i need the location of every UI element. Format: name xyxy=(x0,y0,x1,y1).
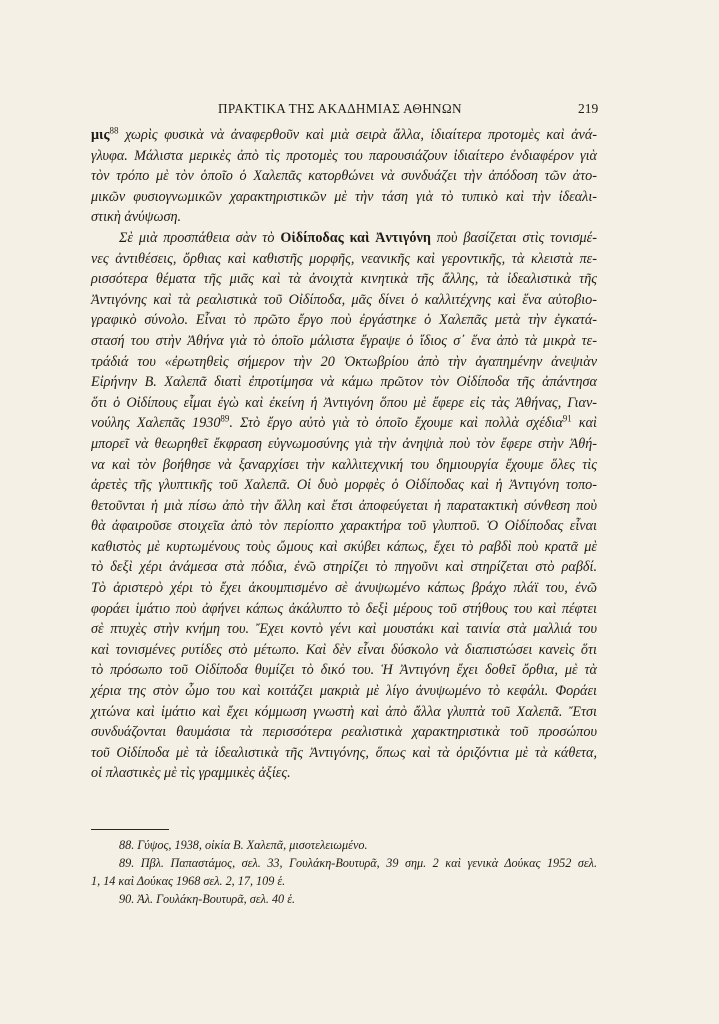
text-span: Σὲ μιὰ προσπάθεια σὰν τὸ xyxy=(119,229,281,246)
text-line xyxy=(91,228,597,249)
paragraph-1 xyxy=(91,125,597,228)
footnote-ref-91[interactable]: 91 xyxy=(562,413,572,424)
bold-title-text: Οἰδίποδας καὶ Ἀντιγόνη xyxy=(280,229,431,246)
footnote-88: 88. Γύψος, 1938, οἰκία Β. Χαλεπᾶ, μισοτελειωμένο. xyxy=(119,838,368,852)
text-line: θὰ ἀφαιροῦσε στοιχεῖα ἀπὸ τὸν περίοπτο χαρακτήρα τοῦ γλυπτοῦ. Ὁ Οἰδίποδας εἶναι xyxy=(91,518,597,535)
text-line: τὸ δεξὶ χέρι ἀνάμεσα στὰ πόδια, ἐνῶ στηρίζει τὸ πηγοῦνι καὶ στηρίζεται στὸ ραβδί. xyxy=(91,559,597,576)
footnote-89: 89. Πβλ. Παπαστάμος, σελ. 33, Γουλάκη-Βουτυρᾶ, 39 σημ. 2 καὶ γενικὰ Δούκας 1952 σελ. xyxy=(119,856,597,870)
footnote-89-continued: 1, 14 καὶ Δούκας 1968 σελ. 2, 17, 109 ἑ. xyxy=(91,874,286,888)
text-line: καθιστὸς μὲ κυρτωμένους τοὺς ὤμους καὶ σκύβει κάπως, ἔχει τὸ ραβδὶ ποὺ κρατᾶ μὲ xyxy=(91,538,597,555)
text-line xyxy=(91,413,597,434)
text-line: τράδιά του «ἐρωτηθεὶς σήμερον τὴν 20 Ὀκτωβρίου ἀπὸ τὴν ἀγαπημένην ἀνεψιὰν xyxy=(91,353,597,370)
text-span: καὶ xyxy=(571,415,597,432)
text-line: χέρια της στὸν ὦμο του καὶ κοιτάζει μακριὰ μὲ λίγο ἀνυψωμένο τὸ κεφάλι. Φοράει xyxy=(91,683,597,700)
footnotes xyxy=(91,836,597,908)
text-line: στασή του στὴν Ἀθήνα γιὰ τὸ ὁποῖο μάλιστα ἔγραψε ὁ ἴδιος σ᾿ ἕνα ἀπὸ τὰ μικρὰ τε- xyxy=(91,332,597,349)
text-line: ρισσότερα θέματα τῆς μιᾶς καὶ τὰ ἀνοιχτὰ κινητικὰ τῆς ἄλλης, τὰ ἰδεαλιστικὰ τῆς xyxy=(91,271,597,288)
text-line: Τὸ ἀριστερὸ χέρι τὸ ἔχει ἀκουμπισμένο σὲ ἀνυψωμένο κάπως βράχο πλάϊ του, ἐνῶ xyxy=(91,580,597,597)
text-line: καὶ τονισμένες ρυτίδες στὸ μέτωπο. Καὶ δὲν εἶναι δύσκολο νὰ διαπιστώσει κανεὶς ὅτι xyxy=(91,641,597,658)
text-line: τὸ πρόσωπο τοῦ Οἰδίποδα θυμίζει τὸ δικό του. Ἡ Ἀντιγόνη ἔχει δοθεῖ ὄρθια, μὲ τὰ xyxy=(91,662,597,679)
text-line: θετοῦνται ἡ μιὰ πίσω ἀπὸ τὴν ἄλλη καὶ ἔτσι ἀποφεύγεται ἡ παρατακτικὴ σύνθεση ποὺ xyxy=(91,497,597,514)
paragraph-2 xyxy=(91,228,597,784)
text-line: συνδυάζονται θαυμάσια τὰ περισσότερα ρεαλιστικὰ χαρακτηριστικὰ τοῦ προσώπου xyxy=(91,724,597,741)
footnote-ref-89[interactable]: 89 xyxy=(220,413,230,424)
text-span: χωρὶς φυσικὰ νὰ ἀναφερθοῦν καὶ μιὰ σειρὰ ἄλλα, ἰδιαίτερα προτομὲς καὶ ἀνά- xyxy=(118,127,597,143)
text-span: . Στὸ ἔργο αὐτὸ γιὰ τὸ ὁποῖο ἔχουμε καὶ πολλὰ σχέδια xyxy=(229,415,563,432)
text-line: ἀρετὲς τῆς γλυπτικῆς τοῦ Χαλεπᾶ. Οἱ δυὸ μορφὲς ὁ Οἰδίποδας καὶ ἡ Ἀντιγόνη τοπο- xyxy=(91,477,597,494)
text-line: σὲ πτυχὲς στὴν κνήμη του. Ἔχει κοντὸ γένι καὶ μουστάκι καὶ ταινία στὰ μαλλιά του xyxy=(91,621,597,638)
text-line: Εἰρήνην Β. Χαλεπᾶ διατὶ ἐπροτίμησα νὰ κάμω πρῶτον τὸν Οἰδίποδα τῆς ἀπάντησα xyxy=(91,374,597,391)
text-span: ποὺ βασίζεται στὶς τονισμέ- xyxy=(430,229,597,246)
text-line: νες ἀντιθέσεις, ὄρθιας καὶ καθιστῆς μορφῆς, νεανικῆς καὶ γεροντικῆς, τὰ κλειστὰ πε- xyxy=(91,250,597,267)
text-line: φοράει ἱμάτιο ποὺ ἀφήνει κάπως ἀκάλυπτο τὸ δεξὶ μέρους τοῦ στήθους του καὶ πέφτει xyxy=(91,600,597,617)
text-span: νούλης Χαλεπᾶς 1930 xyxy=(91,415,221,432)
text-line: τοῦ Οἰδίποδα μὲ τὰ ἰδεαλιστικὰ τῆς Ἀντιγόνης, ὅπως καὶ τὰ ὁριζόντια μὲ τὰ κάθετα, xyxy=(91,744,597,761)
bold-text: μις xyxy=(91,127,110,143)
text-line: ὅτι ὁ Οἰδίπους εἶμαι ἐγὼ καὶ ἐκείνη ἡ Ἀντιγόνη ὅπου μὲ ἔφερε εἰς τὰς Ἀθήνας, Γιαν- xyxy=(91,394,597,411)
text-line: χιτώνα καὶ ἱμάτιο καὶ ἔχει κόμμωση γνωστὴ καὶ ἀπὸ ἄλλα γλυπτὰ τοῦ Χαλεπᾶ. Ἔτσι xyxy=(91,703,597,720)
text-line: γλυφα. Μάλιστα μερικὲς ἀπὸ τὶς προτομὲς του παρουσιάζουν ἰδιαίτερο ἐνδιαφέρον γιὰ xyxy=(91,147,597,164)
footnote-90: 90. Ἀλ. Γουλάκη-Βουτυρᾶ, σελ. 40 ἑ. xyxy=(119,892,296,906)
text-line: οἱ πλαστικὲς μὲ τὶς γραμμικὲς ἀξίες. xyxy=(91,765,291,782)
text-line xyxy=(91,125,597,146)
running-header-title: ΠΡΑΚΤΙΚΑ ΤΗΣ ΑΚΑΔΗΜΙΑΣ ΑΘΗΝΩΝ xyxy=(218,101,462,116)
page-number: 219 xyxy=(578,101,599,116)
footnote-divider xyxy=(91,829,169,830)
text-line: μικῶν φυσιογνωμικῶν χαρακτηριστικῶν μὲ τὴν τάση γιὰ τὸ τυπικὸ καὶ τὴν ἰδεαλι- xyxy=(91,188,597,205)
text-line: Ἀντιγόνης καὶ τὰ ρεαλιστικὰ τοῦ Οἰδίποδα, μᾶς δίνει ὁ καλλιτέχνης καὶ ἕνα αὐτοβιο- xyxy=(91,291,597,308)
text-line: γραφικὸ σύνολο. Εἶναι τὸ πρῶτο ἔργο ποὺ ἐργάστηκε ὁ Χαλεπᾶς μετὰ τὴν ἐγκατά- xyxy=(91,312,597,329)
text-line: τὸν τρόπο μὲ τὸν ὁποῖο ὁ Χαλεπᾶς κατορθώνει νὰ συνδυάζει τὴν ἀπόδοση τῶν ἀτο- xyxy=(91,168,597,185)
text-line: στικὴ ἀνύψωση. xyxy=(91,209,182,226)
text-line: να καὶ τὸν βοήθησε νὰ ξαναρχίσει τὴν καλλιτεχνική του δημιουργία ἔχουμε ὅλες τὶς xyxy=(91,456,597,473)
text-line: μπορεῖ νὰ θεωρηθεῖ ἔκφραση εὐγνωμοσύνης γιὰ τὴν ἀνηψιὰ ποὺ τὸν ἔφερε στὴν Ἀθή- xyxy=(91,435,597,452)
body-text xyxy=(91,125,597,784)
footnote-ref-88[interactable]: 88 xyxy=(109,125,119,136)
